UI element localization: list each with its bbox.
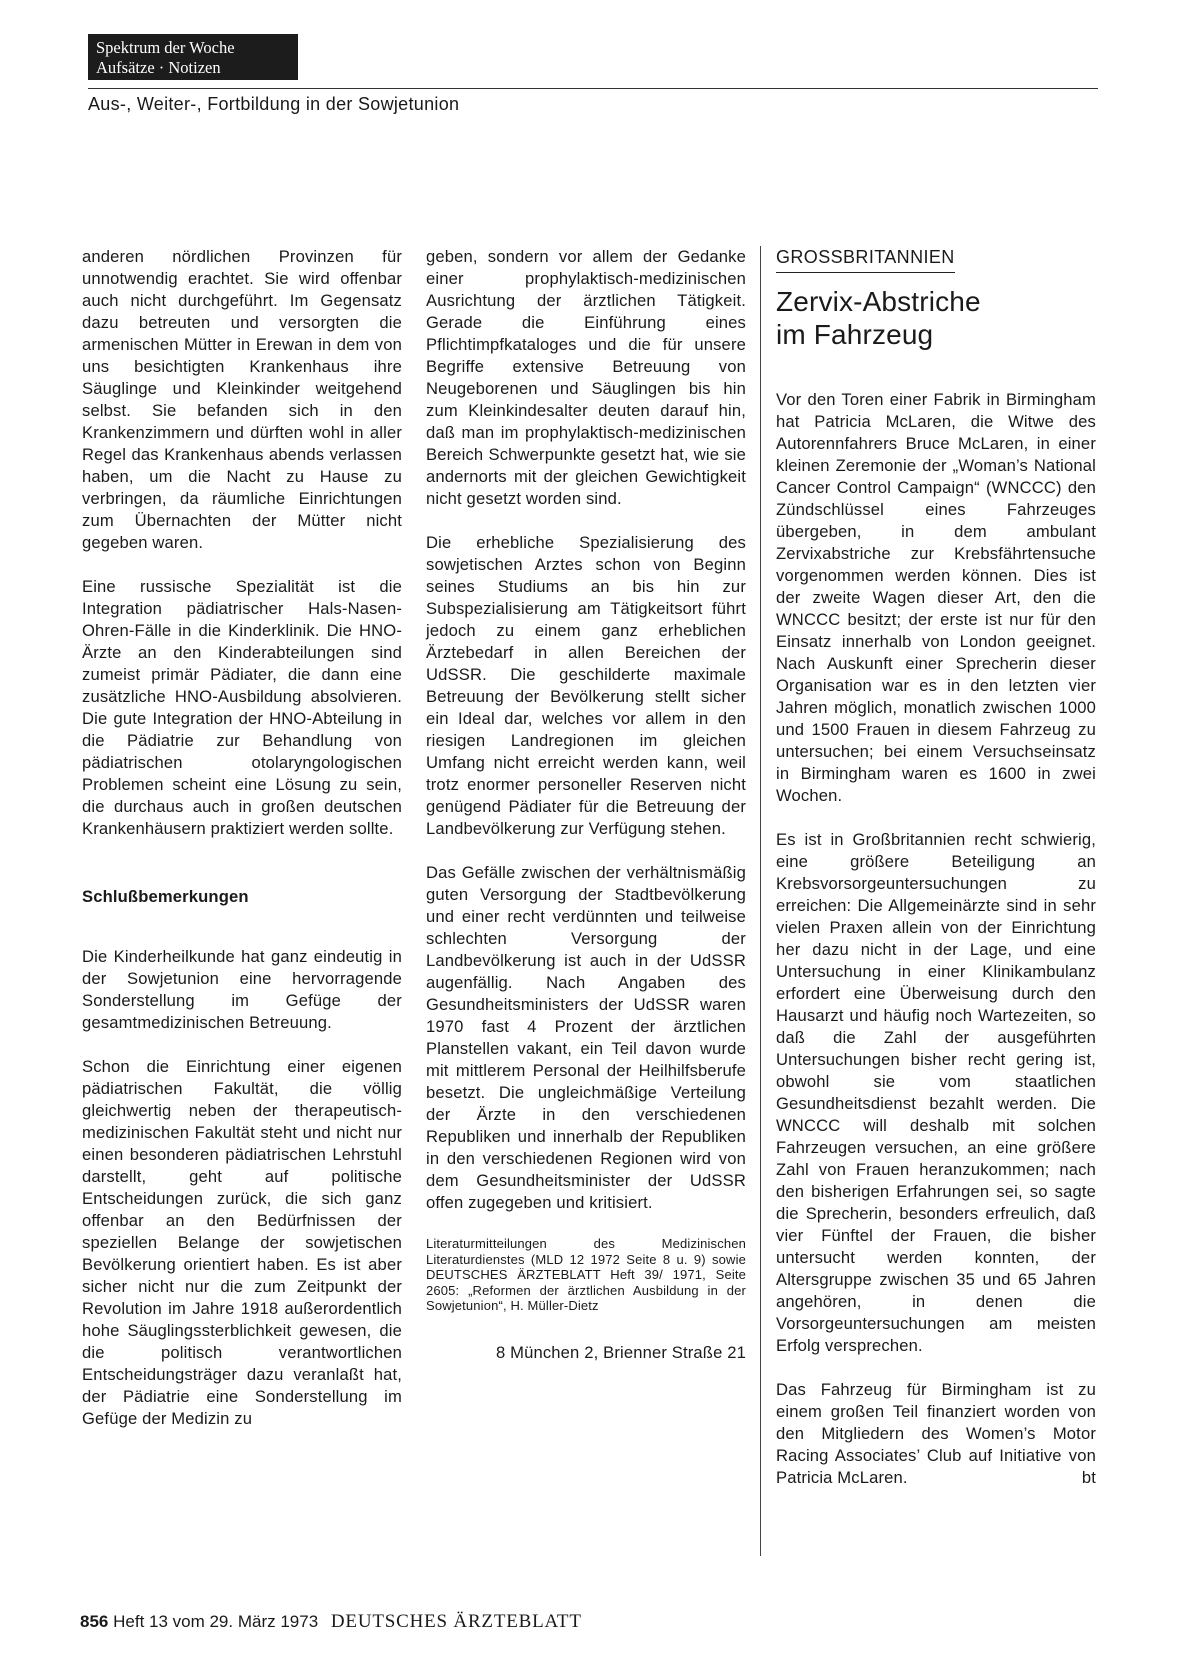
references: Literaturmitteilungen des Medizinischen Literaturdienstes (MLD 12 1972 Seite 8 u. 9) sowie DEUTSCHES ÄRZTEBLATT Heft 39/ 1971, Seite 2605: „Reformen der ärztlichen Ausbildung in der Sowjetunion“, H. Müller-Dietz <box>426 1236 746 1313</box>
col3-paragraph-1: Vor den Toren einer Fabrik in Birmingham hat Patricia McLaren, die Witwe des Autorennfahrers Bruce McLaren, in einer kleinen Zeremonie der „Woman’s National Cancer Control Campaign“ (WNCCC) den Zündschlüssel eines Fahrzeuges übergeben, in dem ambulant Zervixabstriche zur Krebsfährtensuche vorgenommen werden können. Dies ist der zweite Wagen dieser Art, den die WNCCC besitzt; der erste ist nur für den Einsatz innerhalb von London geeignet. Nach Auskunft einer Sprecherin dieser Organisation war es in den letzten vier Jahren möglich, monatlich zwischen 1000 und 1500 Frauen in diesem Fahrzeug zu untersuchen; bei einem Versuchseinsatz in Birmingham waren es 1600 in zwei Wochen. <box>776 390 1096 805</box>
section-title: Aus-, Weiter-, Fortbildung in der Sowjetunion <box>88 94 460 114</box>
col2-paragraph-1: geben, sondern vor allem der Gedanke einer prophylaktisch-medizinischen Ausrichtung der ärztlichen Tätigkeit. Gerade die Einführung eines Pflichtimpfkataloges und die für unsere Begriffe extensive Betreuung von Neugeborenen und Säuglingen bis hin zum Kleinkindesalter deuten darauf hin, daß man im prophylaktisch-medizinischen Bereich Schwerpunkte gesetzt hat, wie sie andernorts mit der gleichen Gewichtigkeit nicht gesetzt worden sind. <box>426 247 746 508</box>
closing-paragraph <box>776 1379 1096 1489</box>
badge-line-2: Aufsätze · Notizen <box>96 58 221 77</box>
article-title-line-1: Zervix-Abstriche <box>776 286 981 317</box>
page-number: 856 <box>80 1612 109 1631</box>
col1-paragraph-1: anderen nördlichen Provinzen für unnotwendig erachtet. Sie wird offenbar auch nicht durchgeführt. Im Gegensatz dazu betreuten und versorgten die armenischen Mütter in Erewan in dem von uns besichtigten Krankenhaus ihre Säuglinge und Kleinkinder weitgehend selbst. Sie befanden sich in den Krankenzimmern und dürften wohl in aller Regel das Krankenhaus abends verlassen haben, um die Nacht zu Hause zu verbringen, da räumliche Einrichtungen zum Übernachten der Mütter nicht gegeben waren. <box>82 247 402 552</box>
issue-info: Heft 13 vom 29. März 1973 <box>113 1612 319 1631</box>
country-label: GROSSBRITANNIEN <box>776 246 955 273</box>
article-title <box>776 285 1096 351</box>
column-separator <box>760 246 761 1556</box>
col2-paragraph-3: Das Gefälle zwischen der verhältnismäßig guten Versorgung der Stadtbevölkerung und einer recht verdünnten und teilweise schlechten Versorgung der Landbevölkerung ist auch in der UdSSR augenfällig. Nach Angaben des Gesundheitsministers der UdSSR waren 1970 fast 4 Prozent der ärztlichen Planstellen vakant, ein Teil davon wurde mit mittlerem Personal der Heilhilfsberufe besetzt. Die ungleichmäßige Verteilung der Ärzte in den verschiedenen Republiken und innerhalb der Republiken in den verschiedenen Regionen wird von dem Gesundheitsminister der UdSSR offen zugegeben und kritisiert. <box>426 863 746 1212</box>
column-1 <box>82 246 402 1452</box>
badge-line-1: Spektrum der Woche <box>96 38 235 57</box>
column-2 <box>426 246 746 1364</box>
header-rule <box>88 88 1098 89</box>
author-initials: bt <box>1081 1468 1096 1487</box>
col1-paragraph-4: Schon die Einrichtung einer eigenen pädiatrischen Fakultät, die völlig gleichwertig neben der therapeutisch-medizinischen Fakultät steht und nicht nur einen besonderen pädiatrischen Lehrstuhl darstellt, geht auf politische Entscheidungen zurück, die sich ganz offenbar an den Bedürfnissen der speziellen Belange der sowjetischen Bevölkerung orientiert haben. Es ist aber sicher nicht nur die zum Zeitpunkt der Revolution im Jahre 1918 außerordentlich hohe Säuglingssterblichkeit gewesen, die die politisch verantwortlichen Entscheidungsträger dazu veranlaßt hat, der Pädiatrie eine Sonderstellung im Gefüge der Medizin zu <box>82 1057 402 1428</box>
subheading-schlussbemerkungen: Schlußbemerkungen <box>82 887 249 906</box>
section-badge <box>88 34 298 80</box>
col3-paragraph-2: Es ist in Großbritannien recht schwierig, eine größere Beteiligung an Krebsvorsorgeuntersuchungen zu erreichen: Die Allgemeinärzte sind in sehr vielen Praxen allein von der Einrichtung her dazu nicht in der Lage, und eine Untersuchung in einer Klinikambulanz erfordert eine Überweisung durch den Hausarzt und häufig noch Wartezeiten, so daß die Zahl der ausgeführten Untersuchungen bisher recht gering ist, obwohl sie vom staatlichen Gesundheitsdienst bezahlt werden. Die WNCCC will deshalb mit solchen Fahrzeugen versuchen, an eine größere Zahl von Frauen heranzukommen; nach den bisherigen Erfahrungen sei, so sagte die Sprecherin, besonders erfreulich, daß vier Fünftel der Frauen, die bisher untersucht werden konnten, der Altersgruppe zwischen 35 und 65 Jahren angehören, in denen die Vorsorgeuntersuchungen am meisten Erfolg versprechen. <box>776 830 1096 1355</box>
col2-paragraph-2: Die erhebliche Spezialisierung des sowjetischen Arztes schon von Beginn seines Studiums an bis hin zur Subspezialisierung am Tätigkeitsort führt jedoch zu einem ganz erheblichen Ärztebedarf in allen Bereichen der UdSSR. Die geschilderte maximale Betreuung der Bevölkerung stellt sicher ein Ideal dar, welches vor allem in den riesigen Landregionen im gleichen Umfang nicht erreicht werden kann, weil trotz enormer personeller Reserven nicht genügend Pädiater für die Betreuung der Landbevölkerung zur Verfügung stehen. <box>426 533 746 838</box>
col3-paragraph-3: Das Fahrzeug für Birmingham ist zu einem großen Teil finanziert worden von den Mitgliedern des Women’s Motor Racing Associates’ Club auf Initiative von Patricia McLaren. <box>776 1380 1096 1487</box>
author-address: 8 München 2, Brienner Straße 21 <box>495 1342 746 1362</box>
column-3 <box>776 246 1096 1489</box>
magazine-name: DEUTSCHES ÄRZTEBLATT <box>330 1611 582 1632</box>
page-footer <box>80 1611 582 1633</box>
col1-paragraph-2: Eine russische Spezialität ist die Integration pädiatrischer Hals-Nasen-Ohren-Fälle in die Kinderklinik. Die HNO-Ärzte an den Kinderabteilungen sind zumeist primär Pädiater, die dann eine zusätzliche HNO-Ausbildung absolvieren. Die gute Integration der HNO-Abteilung in die Pädiatrie zur Behandlung von pädiatrischen otolaryngologischen Problemen scheint eine Lösung zu sein, die durchaus auch in großen deutschen Krankenhäusern praktiziert werden sollte. <box>82 577 402 838</box>
col1-paragraph-3: Die Kinderheilkunde hat ganz eindeutig in der Sowjetunion eine hervorragende Sonderstellung im Gefüge der gesamtmedizinischen Betreuung. <box>82 947 402 1032</box>
article-title-line-2: im Fahrzeug <box>776 319 934 350</box>
